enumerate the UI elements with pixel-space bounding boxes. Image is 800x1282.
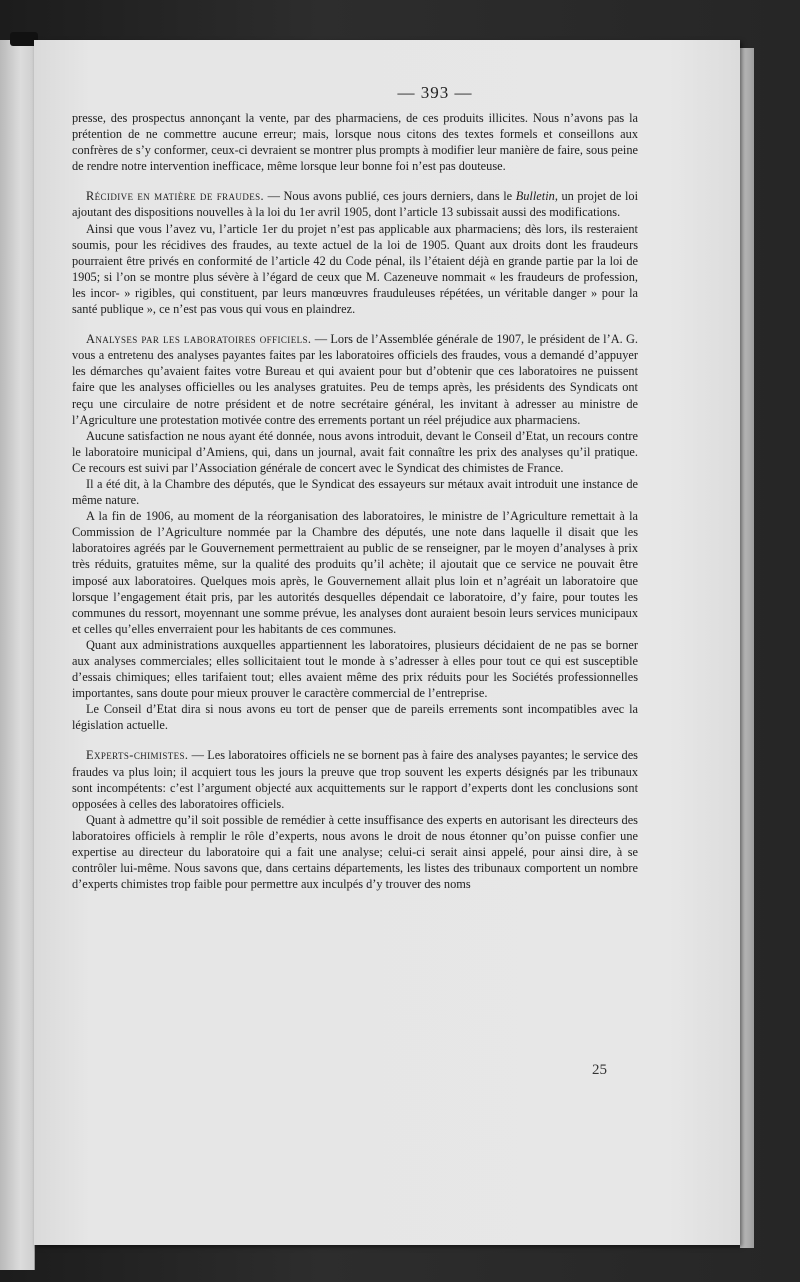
paragraph-lead: Récidive en matière de fraudes. — Nous avons publié, ces jours derniers, dans le Bulletin, un projet de loi ajoutant des dispositions nouvelles à la loi du 1er avril 1905, dont l’article 13 subissait aussi des modifications. [72,189,639,220]
page-number: — 393 — [397,83,473,102]
section-experts [72,747,638,892]
section-intro [72,110,638,174]
paragraph: Aucune satisfaction ne nous ayant été donnée, nous avons introduit, devant le Conseil d’Etat, un recours contre le laboratoire municipal d’Amiens, qui, dans un journal, avait fait connaître les prix des analyses qu’il pratique. Ce recours est suivi par l’Association générale de concert avec le Syndicat des chimistes de France. [72,428,638,475]
section-heading: Analyses par les laboratoires officiels. [86,332,312,347]
paragraph-lead: Analyses par les laboratoires officiels. — Lors de l’Assemblée générale de 1907, le président de l’A. G. vous a entretenu des analyses payantes faites par les laboratoires officiels des fraudes, vous a demandé d’appuyer les démarches qu’avaient faites votre Bureau et qui avaient pour but d’obtenir que ces laboratoires ne puissent faire que les analyses officielles ou les analyses gratuites. Peu de temps après, les présidents des Syndicats ont reçu une circulaire de notre président et de notre secrétaire général, les invitant à adresser au ministre de l’Agriculture une protestation motivée contre des errements portant un réel préjudice aux pharmaciens. [72,332,639,427]
paragraph: A la fin de 1906, au moment de la réorganisation des laboratoires, le ministre de l’Agriculture remettait à la Commission de l’Agriculture nommée par la Chambre des députés, une note dans laquelle il disait que les laboratoires agréés par le Gouvernement permettraient au public de se renseigner, par le moyen d’analyses à prix très réduits, gratuites même, sur la qualité des produits qu’il achète; il ajoutait que ce service ne pouvait être imposé aux laboratoires. Quelques mois après, le Gouvernement allait plus loin et n’agréait un laboratoire que lorsque l’engagement était pris, par les autorités desquelles dépendait ce laboratoire, d’y faire, pour toutes les communes du ressort, moyennant une somme prévue, les analyses dont auraient besoin leurs services municipaux et celles qu’elles enverraient pour les habitants de ces communes. [72,509,638,636]
section-recidive [72,188,638,317]
paragraph: Quant à admettre qu’il soit possible de remédier à cette insuffisance des experts en autorisant les directeurs des laboratoires officiels à remplir le rôle d’experts, nous avons le droit de nous étonner qu’on puisse confier une expertise au directeur du laboratoire qui a fait une analyse; celui-ci serait ainsi appelé, pour ainsi dire, à se contrôler lui-même. Nous savons que, dans certains départements, les listes des tribunaux comportent un nombre d’experts chimistes trop faible pour permettre aux inculpés d’y trouver des noms [72,812,638,892]
section-analyses [72,331,638,733]
body-text [72,110,638,892]
paragraph: Quant aux administrations auxquelles appartiennent les laboratoires, plusieurs décidaient de ne pas se borner aux analyses commerciales; elles sollicitaient tout le monde à s’adresser à elles pour tout ce qui est susceptible d’essais chimiques; elles tarifaient tout; elles avaient même des prix réduits pour les Sociétés professionnelles importantes, sans doute pour mieux prouver le caractère commercial de l’entreprise. [72,637,638,701]
section-heading: Récidive en matière de fraudes. [86,189,265,204]
paragraph: presse, des prospectus annonçant la vente, par des pharmaciens, de ces produits illicites. Nous n’avons pas la prétention de ne commettre aucune erreur; mais, lorsque nous citons des textes formels et conseillons aux confrères de s’y conformer, ceux-ci devraient se montrer plus prompts à modifier leur manière de faire, sous peine de rendre notre intervention inefficace, même lorsque leur bonne foi n’est pas douteuse. [72,111,638,174]
paragraph: Le Conseil d’Etat dira si nous avons eu tort de penser que de pareils errements sont incompatibles avec la législation actuelle. [72,702,638,733]
facing-page-edge [0,40,35,1270]
paragraph: Il a été dit, à la Chambre des députés, que le Syndicat des essayeurs sur métaux avait introduit une instance de même nature. [72,476,638,508]
paragraph: Ainsi que vous l’avez vu, l’article 1er du projet n’est pas applicable aux pharmaciens; dès lors, ils resteraient soumis, pour les récidives des fraudes, au texte actuel de la loi de 1905. Quant aux droits dont les fraudeurs pourraient être privés en conformité de l’article 42 du Code pénal, ils l’étaient déjà en grande partie par la loi de 1905; si l’on se montre plus sévère à l’égard de ceux que M. Cazeneuve nommait « les fraudeurs de profession, les incor- » rigibles, qui constituent, par leurs manœuvres frauduleuses répétées, un véritable danger » pour la santé publique », ce n’est pas vous qui vous en plaindrez. [72,221,638,317]
paragraph-lead: Experts-chimistes. — Les laboratoires officiels ne se bornent pas à faire des analyses payantes; le service des fraudes va plus loin; il acquiert tous les jours la preuve que trop souvent les experts désignés par les tribunaux sont incompétents: c’est l’argument objecté aux acquittements sur le rapport d’experts dont les conclusions sont opposées à celles des laboratoires officiels. [72,748,638,811]
signature-mark: 25 [592,1062,607,1078]
section-heading: Experts-chimistes. [86,748,189,763]
page-stack-edge [740,48,754,1248]
